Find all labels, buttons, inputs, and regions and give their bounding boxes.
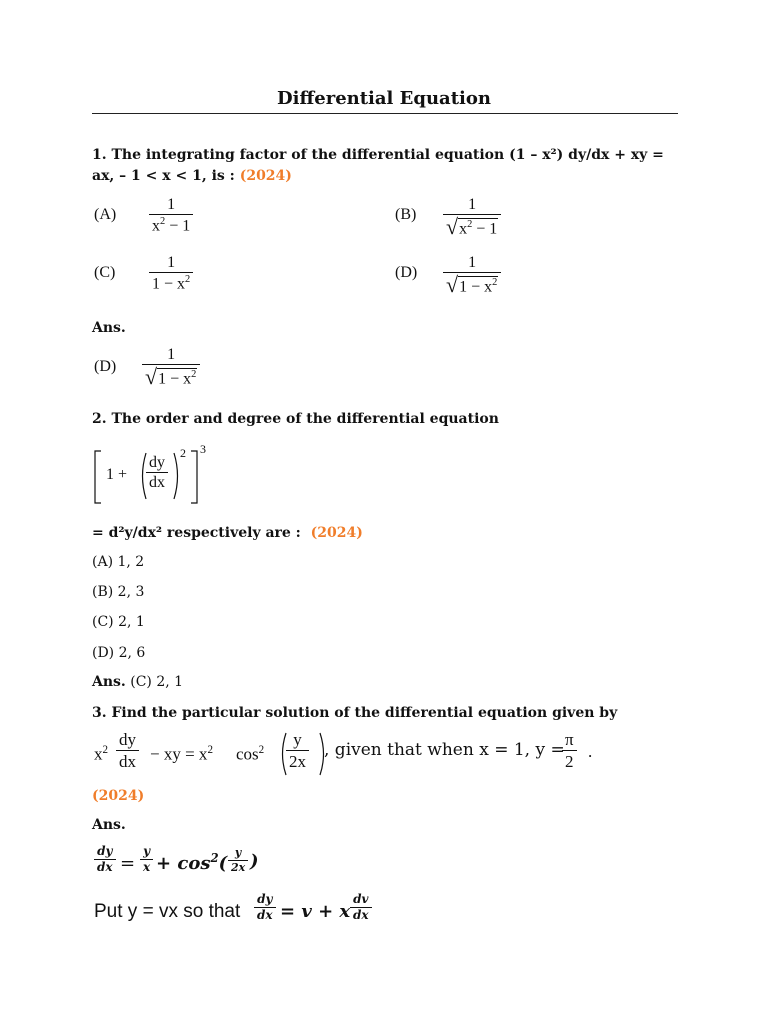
answer-numerator: 1 (167, 346, 176, 363)
inner-exponent: 2 (180, 446, 186, 460)
option-d-label: (D) (395, 264, 418, 281)
option-a-numerator: 1 (167, 196, 176, 213)
answer-denominator: √ $1 - x^2$ (142, 364, 200, 389)
option-d-denominator: √ $1 - x^2$ (443, 272, 501, 297)
option-c-label: (C) (94, 264, 116, 281)
option-b-numerator: 1 (468, 196, 477, 213)
question-2-answer-value: (C) 2, 1 (130, 674, 184, 690)
question-2-option-c: (C) 2, 1 (92, 614, 145, 630)
eq-given: , given that when x = 1, y = (324, 740, 565, 760)
option-a-denominator: $x^2 - 1$ (149, 214, 193, 236)
title-divider (92, 113, 678, 114)
sol-y-over-x: $\frac{y}{x}$ (140, 845, 153, 875)
sol-equals: = (120, 853, 136, 874)
dy-dx-fraction (146, 454, 168, 493)
question-2-equation (92, 442, 222, 508)
option-a-label: (A) (94, 206, 117, 223)
eq-dy: dy (119, 730, 136, 749)
question-2-answer (92, 674, 183, 690)
answer-fraction (142, 346, 200, 390)
eq-period: . (588, 742, 593, 761)
outer-exponent: 3 (200, 442, 206, 456)
dy-numerator: dy (149, 454, 165, 471)
eq-2x: 2x (286, 750, 309, 772)
sol2-dy-dx: $\frac{dy}{dx}$ (254, 893, 276, 923)
eq-y: y (293, 730, 302, 749)
question-1-answer-label: Ans. (92, 320, 126, 336)
option-c-denominator: $1 - x^2$ (149, 272, 193, 294)
eq-y-over-2x (286, 730, 309, 771)
sol-put-text: Put y = vx so that (94, 901, 241, 922)
eq-dy-dx (116, 730, 139, 771)
page-title: Differential Equation (277, 88, 491, 109)
question-2-tail-text: = d²y/dx² respectively are : (92, 525, 301, 541)
eq-pi: π (565, 730, 574, 749)
question-1-text: 1. The integrating factor of the differential equation (1 – x²) dy/dx + xy = ax, – 1 < x < 1, is : (92, 147, 664, 184)
question-2-option-a: (A) 1, 2 (92, 554, 145, 570)
question-1-answer (94, 346, 234, 398)
sol-y-over-2x: $\frac{y}{2x}$ (228, 847, 248, 874)
option-d-fraction (443, 254, 501, 298)
question-2-tail (92, 523, 363, 544)
question-3-answer-label: Ans. (92, 817, 126, 833)
sol-close-paren: ) (250, 851, 259, 872)
left-bracket (92, 450, 104, 504)
question-3-equation (94, 730, 614, 778)
question-2-text: 2. The order and degree of the differential equation (92, 411, 499, 427)
eq-x-squared: $x^2$ (94, 744, 109, 764)
question-1-options (94, 196, 514, 306)
sol2-v-plus-x: = v + x (280, 901, 351, 922)
eq-middle: − xy = $x^2$ (150, 744, 213, 764)
option-b-label: (B) (395, 206, 417, 223)
option-a-fraction (149, 196, 193, 236)
question-2-option-d: (D) 2, 6 (92, 645, 146, 661)
question-1 (92, 145, 682, 187)
eq-dx: dx (116, 750, 139, 772)
right-bracket (188, 450, 200, 504)
option-c-numerator: 1 (167, 254, 176, 271)
sol-dy-dx: $\frac{dy}{dx}$ (94, 845, 116, 875)
question-2-option-b: (B) 2, 3 (92, 584, 145, 600)
option-c-fraction (149, 254, 193, 294)
option-b-denominator: √ $x^2 - 1$ (443, 214, 501, 239)
equation-one-plus: 1 + (106, 466, 128, 483)
solution-line-1 (94, 845, 294, 885)
sol-plus-cos: + $\cos^2$( (156, 851, 228, 874)
eq-pi-over-2 (562, 730, 577, 771)
question-3-year: (2024) (92, 788, 145, 804)
dx-denominator: dx (146, 472, 168, 492)
question-2-answer-label: Ans. (92, 674, 126, 690)
option-d-numerator: 1 (468, 254, 477, 271)
question-2-year: (2024) (310, 525, 363, 541)
answer-option-label: (D) (94, 358, 117, 375)
eq-two: 2 (562, 750, 577, 772)
option-b-fraction (443, 196, 501, 240)
solution-line-2 (94, 893, 414, 933)
eq-cos: $\cos^2$ (236, 744, 265, 764)
question-3-text: 3. Find the particular solution of the differential equation given by (92, 705, 618, 721)
sol2-dv-dx: $\frac{dv}{dx}$ (350, 893, 372, 923)
question-1-year: (2024) (239, 168, 292, 184)
